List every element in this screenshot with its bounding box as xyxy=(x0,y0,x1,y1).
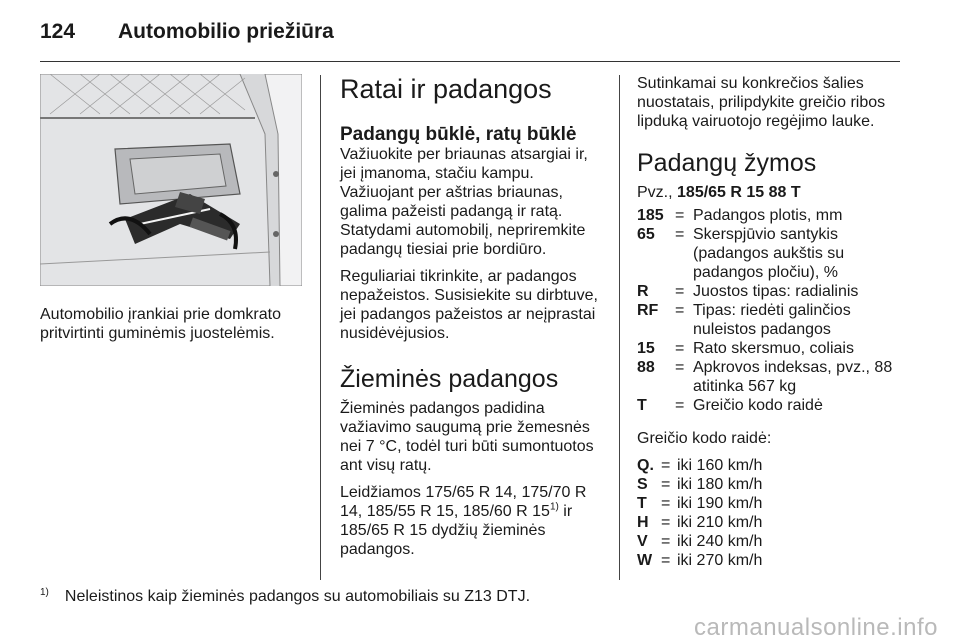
list-item xyxy=(637,339,907,358)
list-item-eq: = xyxy=(661,495,671,512)
sizes-text-b: ir 185/65 R 15 dydžių žieminės padangos. xyxy=(340,503,573,558)
page-header xyxy=(40,20,334,44)
speed-code-list xyxy=(637,456,907,570)
footnote-text: Neleistinos kaip žieminės padangos su automobiliais su Z13 DTJ. xyxy=(64,588,531,605)
list-item xyxy=(637,358,907,396)
list-item xyxy=(637,532,907,551)
list-item-eq: = xyxy=(675,359,685,376)
list-item-value: Tipas: riedėti galinčios nuleistos padangos xyxy=(693,302,851,338)
paragraph-winter: Žieminės padangos padidina važiavimo saugumą prie žemesnės nei 7 °C, todėl turi būti sumontuotos ant visų ratų. xyxy=(340,400,594,474)
example-code: 185/65 R 15 88 T xyxy=(677,184,801,201)
list-item-value: Juostos tipas: radialinis xyxy=(693,283,859,300)
list-item xyxy=(637,513,907,532)
list-item-key: S xyxy=(637,476,648,493)
column-divider-2 xyxy=(619,75,620,580)
tire-marking-list xyxy=(637,206,907,415)
example-prefix: Pvz., xyxy=(637,184,678,201)
page-title: Automobilio priežiūra xyxy=(118,20,334,43)
list-item-key: 185 xyxy=(637,207,664,224)
column-1 xyxy=(40,74,302,343)
list-item-key: T xyxy=(637,495,647,512)
list-item xyxy=(637,456,907,475)
list-item xyxy=(637,301,907,339)
column-divider-1 xyxy=(320,75,321,580)
list-item-eq: = xyxy=(675,302,685,319)
page-number: 124 xyxy=(40,20,76,43)
list-item-eq: = xyxy=(675,226,685,243)
list-item xyxy=(637,225,907,282)
subsection-title-condition: Padangų būklė, ratų būklė xyxy=(340,124,577,145)
list-item-eq: = xyxy=(661,533,671,550)
footnote-ref: 1) xyxy=(549,501,559,513)
list-item-eq: = xyxy=(661,476,671,493)
list-item-key: T xyxy=(637,397,647,414)
section-title-winter: Žieminės padangos xyxy=(340,365,559,393)
list-item-eq: = xyxy=(675,340,685,357)
car-jack-straps-illustration xyxy=(40,74,302,286)
list-item-value: Rato skersmuo, coliais xyxy=(693,340,854,357)
list-item-key: H xyxy=(637,514,649,531)
sizes-text-a: Leidžiamos 175/65 R 14, 175/70 R 14, 185/55 R 15, 185/60 R 15 xyxy=(340,484,587,520)
list-item-key: W xyxy=(637,552,653,569)
figure-caption: Automobilio įrankiai prie domkrato pritvirtinti guminėmis juostelėmis. xyxy=(40,306,281,342)
column-3 xyxy=(637,74,907,580)
speed-code-title: Greičio kodo raidė: xyxy=(637,430,772,447)
list-item-value: Padangos plotis, mm xyxy=(693,207,843,224)
paragraph-inspect: Reguliariai tikrinkite, ar padangos nepažeistos. Susisiekite su dirbtuve, jei padangos pažeistos ar neįprastai nusidėvėjusios. xyxy=(340,268,598,342)
section-title-markings: Padangų žymos xyxy=(637,149,817,177)
list-item-key: RF xyxy=(637,302,659,319)
example-line xyxy=(637,183,907,202)
watermark: carmanualsonline.info xyxy=(694,614,938,641)
list-item xyxy=(637,475,907,494)
column-2 xyxy=(340,74,602,567)
list-item-value: iki 160 km/h xyxy=(677,457,763,474)
list-item-eq: = xyxy=(661,457,671,474)
list-item-value: Apkrovos indeksas, pvz., 88 atitinka 567 kg xyxy=(693,359,893,395)
list-item-value: iki 210 km/h xyxy=(677,514,763,531)
list-item xyxy=(637,396,907,415)
footnote-mark: 1) xyxy=(40,586,49,598)
list-item-value: iki 270 km/h xyxy=(677,552,763,569)
list-item xyxy=(637,206,907,225)
header-rule xyxy=(40,61,900,62)
list-item-key: V xyxy=(637,533,648,550)
list-item-key: 15 xyxy=(637,340,655,357)
section-title-wheels: Ratai ir padangos xyxy=(340,74,552,104)
list-item-key: Q. xyxy=(637,457,654,474)
illustration-graphic xyxy=(40,74,302,286)
footnote xyxy=(40,588,530,606)
list-item xyxy=(637,551,907,570)
list-item-eq: = xyxy=(661,552,671,569)
list-item-value: iki 240 km/h xyxy=(677,533,763,550)
list-item-eq: = xyxy=(675,397,685,414)
list-item-eq: = xyxy=(661,514,671,531)
list-item-key: 88 xyxy=(637,359,655,376)
list-item-value: Greičio kodo raidė xyxy=(693,397,823,414)
list-item xyxy=(637,282,907,301)
list-item-key: R xyxy=(637,283,649,300)
list-item-eq: = xyxy=(675,283,685,300)
paragraph-speed-sticker: Sutinkamai su konkrečios šalies nuostatais, prilipdykite greičio ribos lipduką vairuotojo regėjimo lauke. xyxy=(637,75,886,130)
list-item xyxy=(637,494,907,513)
list-item-eq: = xyxy=(675,207,685,224)
list-item-value: iki 180 km/h xyxy=(677,476,763,493)
list-item-value: iki 190 km/h xyxy=(677,495,763,512)
paragraph-curbs: Važiuokite per briaunas atsargiai ir, jei įmanoma, stačiu kampu. Važiuojant per aštrias briaunas, galima pažeisti padangą ir ratą. Statydami automobilį, nepriremkite padangų tiesiai prie bordiūro. xyxy=(340,146,588,258)
list-item-key: 65 xyxy=(637,226,655,243)
list-item-value: Skerspjūvio santykis (padangos aukštis su padangos pločiu), % xyxy=(693,226,845,281)
paragraph-sizes xyxy=(340,483,602,559)
